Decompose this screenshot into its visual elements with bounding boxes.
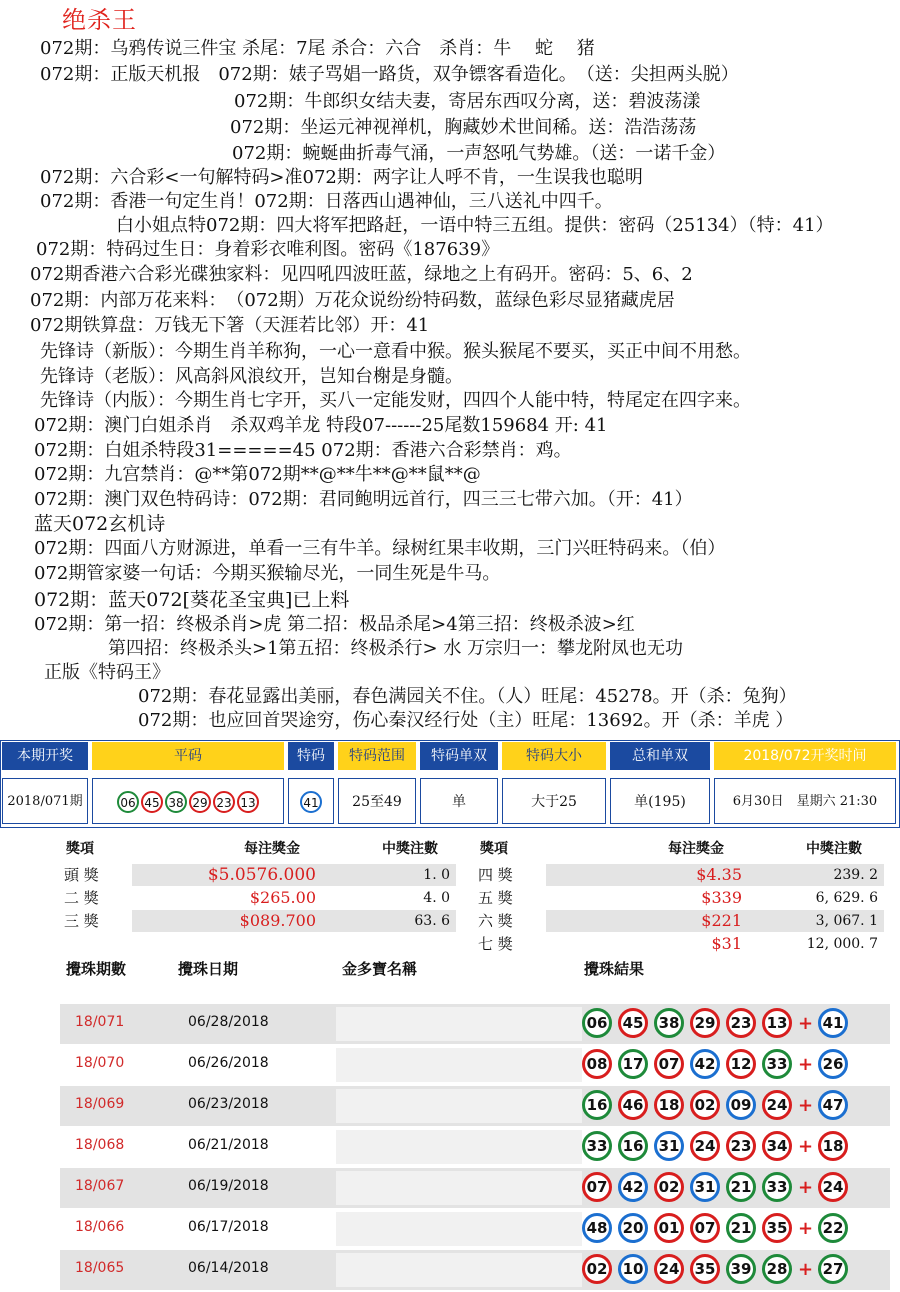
special-number-ball: 41 (300, 791, 322, 813)
draw-date: 06/21/2018 (188, 1137, 269, 1153)
number-ball: 24 (690, 1131, 720, 1161)
draw-period: 18/067 (75, 1178, 125, 1194)
prize-name: 七 獎 (478, 935, 513, 953)
prize-row (60, 864, 456, 886)
plus-sign: + (798, 1176, 814, 1198)
number-ball: 29 (690, 1008, 720, 1038)
prize-amount: $265.00 (249, 888, 316, 907)
draw-period: 18/070 (75, 1055, 125, 1071)
draw-row (60, 1004, 890, 1044)
number-ball: 24 (762, 1090, 792, 1120)
prediction-line: 蓝天072玄机诗 (34, 513, 166, 535)
number-ball: 07 (654, 1049, 684, 1079)
draw-row (60, 1045, 890, 1085)
number-ball: 02 (690, 1090, 720, 1120)
prediction-line: 先锋诗（内版）：今期生肖七字开，买八一定能发财，四四个人能中特，特尾定在四字来。 (40, 390, 751, 411)
draw-date: 06/19/2018 (188, 1178, 269, 1194)
prediction-line: 072期：也应回首哭途穷，伤心秦汉经行处（主）旺尾：13692。开（杀：羊虎 ） (138, 710, 794, 731)
prize-amount: $31 (711, 934, 742, 953)
prize-amount: $221 (701, 911, 742, 930)
prediction-line: 072期：蜿蜒曲折毒气涌，一声怒吼气势雄。（送：一诺千金） (232, 143, 726, 164)
prize-amount: $089.700 (239, 911, 316, 930)
header-special-range: 特码范围 (338, 742, 416, 770)
prize-count: 6, 629. 6 (815, 890, 878, 906)
result-big-small: 大于25 (502, 778, 606, 824)
number-ball: 18 (654, 1090, 684, 1120)
draw-result-balls (582, 1049, 854, 1079)
header-special-odd-even: 特码单双 (420, 742, 498, 770)
number-ball: 02 (582, 1254, 612, 1284)
prize-count: 4. 0 (423, 890, 450, 906)
header-next-draw-time: 2018/072开奖时间 (714, 742, 896, 770)
result-sum-odd-even: 单(195) (610, 778, 710, 824)
prediction-line: 072期：澳门双色特码诗：072期：君同鲍明远首行，四三三七带六加。（开：41） (34, 489, 693, 510)
draw-row (60, 1250, 890, 1290)
number-ball: 06 (117, 791, 139, 813)
prize-row (474, 864, 884, 886)
draw-period: 18/071 (75, 1014, 125, 1030)
draw-row (60, 1168, 890, 1208)
number-ball: 46 (618, 1090, 648, 1120)
number-ball: 38 (165, 791, 187, 813)
special-number-ball: 22 (818, 1213, 848, 1243)
draw-date: 06/17/2018 (188, 1219, 269, 1235)
prediction-line: 正版《特码王》 (44, 662, 170, 683)
special-number-ball: 26 (818, 1049, 848, 1079)
prize-row (60, 887, 456, 909)
draw-name-cell (336, 1048, 582, 1082)
draws-header-result: 攪珠結果 (584, 960, 645, 978)
prize-row (474, 910, 884, 932)
prediction-line: 072期：白姐杀特段31=====45 072期：香港六合彩禁肖：鸡。 (34, 440, 572, 461)
number-ball: 35 (690, 1254, 720, 1284)
prediction-line: 072期铁算盘：万钱无下箸（天涯若比邻）开：41 (30, 315, 430, 336)
draw-name-cell (336, 1171, 582, 1205)
prediction-line: 072期：第一招：终极杀肖>虎 第二招：极品杀尾>4第三招：终极杀波>红 (34, 614, 635, 635)
prize-header-amount-right: 每注獎金 (668, 841, 724, 857)
prize-name: 三 獎 (64, 912, 99, 930)
prediction-line: 072期：正版天机报 072期：婊子骂娼一路货，双争镖客看造化。 （送：尖担两头脱） (40, 64, 739, 85)
draws-header-name: 金多寶名稱 (342, 960, 418, 978)
prize-row (474, 887, 884, 909)
number-ball: 01 (654, 1213, 684, 1243)
number-ball: 29 (189, 791, 211, 813)
number-ball: 38 (654, 1008, 684, 1038)
special-number-ball: 41 (818, 1008, 848, 1038)
number-ball: 21 (726, 1172, 756, 1202)
prediction-line: 第四招：终极杀头>1第五招：终极杀行> 水 万宗归一：攀龙附凤也无功 (108, 638, 684, 659)
draw-date: 06/28/2018 (188, 1014, 269, 1030)
number-ball: 20 (618, 1213, 648, 1243)
number-ball: 34 (762, 1131, 792, 1161)
draw-name-cell (336, 1212, 582, 1246)
prize-header-count-left: 中獎注數 (382, 841, 438, 857)
prize-count: 12, 000. 7 (806, 936, 878, 952)
draw-result-balls (582, 1008, 854, 1038)
number-ball: 17 (618, 1049, 648, 1079)
draw-date: 06/14/2018 (188, 1260, 269, 1276)
result-period: 2018/071期 (2, 778, 88, 824)
number-ball: 07 (582, 1172, 612, 1202)
header-sum-odd-even: 总和单双 (610, 742, 710, 770)
prediction-line: 072期：六合彩<一句解特码>准072期：两字让人呼不肯，一生误我也聪明 (40, 167, 643, 188)
draw-period: 18/069 (75, 1096, 125, 1112)
number-ball: 28 (762, 1254, 792, 1284)
result-odd-even: 单 (420, 778, 498, 824)
number-ball: 33 (582, 1131, 612, 1161)
draw-row (60, 1086, 890, 1126)
draw-result-balls (582, 1131, 854, 1161)
prize-name: 六 獎 (478, 912, 513, 930)
prize-name: 二 獎 (64, 889, 99, 907)
draw-result-balls (582, 1172, 854, 1202)
number-ball: 24 (654, 1254, 684, 1284)
plus-sign: + (798, 1258, 814, 1280)
number-ball: 45 (141, 791, 163, 813)
prediction-line: 072期：春花显露出美丽，春色满园关不住。（人）旺尾：45278。开（杀：兔狗） (138, 686, 797, 707)
prediction-line: 072期：坐运元神视禅机，胸藏妙术世间稀。送：浩浩荡荡 (230, 117, 697, 138)
number-ball: 33 (762, 1049, 792, 1079)
number-ball: 09 (726, 1090, 756, 1120)
number-ball: 21 (726, 1213, 756, 1243)
number-ball: 10 (618, 1254, 648, 1284)
prediction-line: 072期：澳门白姐杀肖 杀双鸡羊龙 特段07------25尾数159684 开: 41 (34, 415, 608, 436)
header-regular-numbers: 平码 (92, 742, 284, 770)
number-ball: 31 (690, 1172, 720, 1202)
number-ball: 39 (726, 1254, 756, 1284)
prize-header-amount-left: 每注獎金 (244, 841, 300, 857)
prediction-line: 072期：四面八方财源进，单看一三有牛羊。绿树红果丰收期，三门兴旺特码来。（伯） (34, 538, 726, 559)
prize-count: 63. 6 (414, 913, 450, 929)
plus-sign: + (798, 1094, 814, 1116)
prize-header-name-left: 獎項 (66, 841, 94, 857)
number-ball: 16 (582, 1090, 612, 1120)
plus-sign: + (798, 1217, 814, 1239)
result-special-ball (288, 778, 334, 824)
result-range: 25至49 (338, 778, 416, 824)
draw-period: 18/066 (75, 1219, 125, 1235)
draw-result-balls (582, 1254, 854, 1284)
number-ball: 48 (582, 1213, 612, 1243)
prediction-line: 072期：蓝天072[葵花圣宝典]已上料 (34, 589, 350, 611)
prize-amount: $5.0576.000 (207, 865, 316, 885)
special-number-ball: 27 (818, 1254, 848, 1284)
prize-header-name-right: 獎項 (480, 841, 508, 857)
number-ball: 12 (726, 1049, 756, 1079)
number-ball: 06 (582, 1008, 612, 1038)
prize-name: 五 獎 (478, 889, 513, 907)
draw-result-balls (582, 1090, 854, 1120)
number-ball: 45 (618, 1008, 648, 1038)
draw-name-cell (336, 1089, 582, 1123)
prediction-line: 先锋诗（老版）：风高斜风浪纹开，岂知台榭是身髓。 (40, 366, 463, 387)
prize-amount: $4.35 (696, 865, 742, 884)
prediction-line: 072期：香港一句定生肖！072期：日落西山遇神仙，三八送礼中四千。 (40, 191, 613, 212)
header-special-big-small: 特码大小 (502, 742, 606, 770)
prize-name: 四 獎 (478, 866, 513, 884)
prediction-line: 072期管家婆一句话：今期买猴输尽光，一同生死是牛马。 (34, 563, 501, 584)
number-ball: 35 (762, 1213, 792, 1243)
prize-name: 頭 獎 (64, 866, 99, 884)
draws-header-period: 攪珠期數 (66, 960, 127, 978)
prize-row (474, 933, 884, 955)
result-draw-time: 6月30日 星期六 21:30 (714, 778, 896, 824)
number-ball: 13 (237, 791, 259, 813)
number-ball: 16 (618, 1131, 648, 1161)
number-ball: 42 (690, 1049, 720, 1079)
result-table (0, 740, 900, 828)
number-ball: 07 (690, 1213, 720, 1243)
plus-sign: + (798, 1135, 814, 1157)
prize-count: 3, 067. 1 (815, 913, 878, 929)
result-regular-balls (92, 778, 284, 824)
number-ball: 31 (654, 1131, 684, 1161)
plus-sign: + (798, 1053, 814, 1075)
prediction-line: 072期：特码过生日：身着彩衣唯利图。密码《187639》 (36, 239, 500, 260)
prize-count: 239. 2 (833, 867, 878, 883)
draw-row (60, 1209, 890, 1249)
draw-result-balls (582, 1213, 854, 1243)
draw-date: 06/26/2018 (188, 1055, 269, 1071)
prize-count: 1. 0 (423, 867, 450, 883)
header-special-number: 特码 (288, 742, 334, 770)
prize-row (60, 910, 456, 932)
prediction-line: 白小姐点特072期：四大将军把路赶，一语中特三五组。提供：密码（25134）（特：41） (116, 215, 834, 236)
number-ball: 23 (726, 1131, 756, 1161)
draw-period: 18/068 (75, 1137, 125, 1153)
draw-row (60, 1127, 890, 1167)
number-ball: 13 (762, 1008, 792, 1038)
prediction-line: 072期：乌鸦传说三件宝 杀尾：7尾 杀合：六合 杀肖：牛 蛇 猪 (40, 38, 595, 59)
prediction-line: 072期：九宫禁肖：@**第072期**@**牛**@**鼠**@ (34, 464, 481, 485)
number-ball: 42 (618, 1172, 648, 1202)
draw-date: 06/23/2018 (188, 1096, 269, 1112)
draw-period: 18/065 (75, 1260, 125, 1276)
draw-name-cell (336, 1253, 582, 1287)
page-title: 绝杀王 (62, 6, 137, 34)
plus-sign: + (798, 1012, 814, 1034)
header-current-draw: 本期开奖 (2, 742, 88, 770)
number-ball: 23 (213, 791, 235, 813)
number-ball: 08 (582, 1049, 612, 1079)
draws-header-date: 攪珠日期 (178, 960, 239, 978)
number-ball: 23 (726, 1008, 756, 1038)
special-number-ball: 18 (818, 1131, 848, 1161)
prize-amount: $339 (701, 888, 742, 907)
number-ball: 33 (762, 1172, 792, 1202)
prediction-line: 先锋诗（新版）：今期生肖羊称狗，一心一意看中猴。猴头猴尾不要买，买正中间不用愁。 (40, 341, 751, 362)
draw-name-cell (336, 1130, 582, 1164)
prediction-line: 072期香港六合彩光碟独家料：见四吼四波旺蓝，绿地之上有码开。密码：5、6、2 (30, 264, 693, 285)
special-number-ball: 24 (818, 1172, 848, 1202)
draw-name-cell (336, 1007, 582, 1041)
number-ball: 02 (654, 1172, 684, 1202)
special-number-ball: 47 (818, 1090, 848, 1120)
prize-header-count-right: 中獎注數 (806, 841, 862, 857)
prediction-line: 072期：内部万花来料： （072期）万花众说纷纷特码数，蓝绿色彩尽显猪藏虎居 (30, 290, 675, 311)
prediction-line: 072期：牛郎织女结夫妻，寄居东西叹分离，送：碧波荡漾 (234, 91, 701, 112)
